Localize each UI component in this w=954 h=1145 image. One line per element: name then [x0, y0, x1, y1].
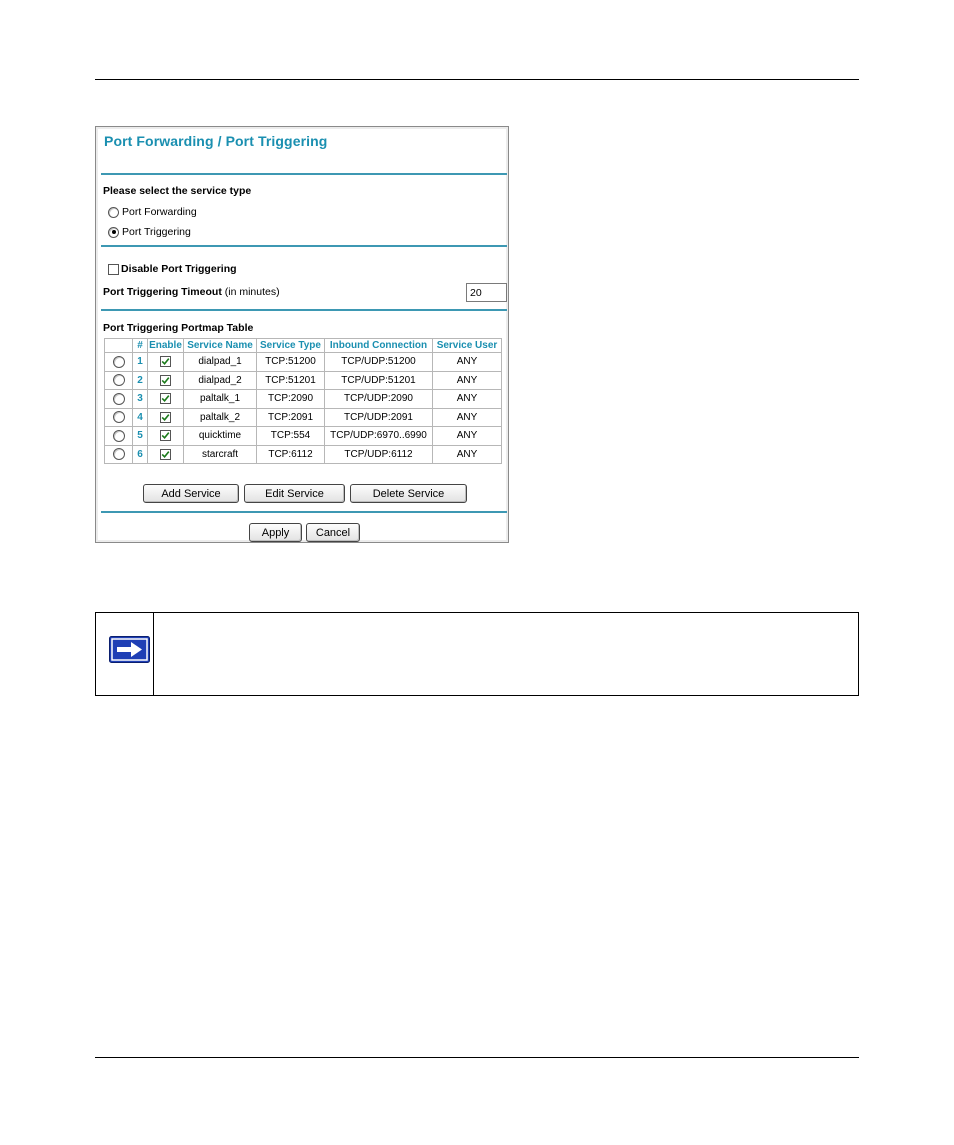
- row-radio-button[interactable]: [113, 393, 125, 405]
- enable-checkbox[interactable]: [160, 430, 171, 441]
- page-footer-rule: [95, 1057, 859, 1058]
- right-arrow-icon: [109, 636, 150, 668]
- checkmark-icon: [161, 413, 170, 422]
- row-service-name: dialpad_1: [184, 353, 257, 372]
- timeout-unit: (in minutes): [224, 286, 280, 298]
- row-service-name: paltalk_1: [184, 390, 257, 409]
- checkmark-icon: [161, 357, 170, 366]
- enable-checkbox[interactable]: [160, 375, 171, 386]
- row-service-name: starcraft: [184, 445, 257, 464]
- row-service-type: TCP:51201: [257, 371, 325, 390]
- checkbox-label: Disable Port Triggering: [121, 263, 237, 275]
- row-service-type: TCP:51200: [257, 353, 325, 372]
- timeout-label: [103, 286, 280, 298]
- row-radio-button[interactable]: [113, 411, 125, 423]
- note-box: [95, 612, 859, 696]
- row-service-type: TCP:6112: [257, 445, 325, 464]
- checkmark-icon: [161, 376, 170, 385]
- table-row[interactable]: [105, 408, 502, 427]
- row-select-cell[interactable]: [105, 371, 133, 390]
- table-header-row: [105, 339, 502, 353]
- enable-checkbox[interactable]: [160, 449, 171, 460]
- row-enable-cell[interactable]: [148, 427, 184, 446]
- disable-port-triggering-checkbox[interactable]: [108, 263, 237, 275]
- row-service-type: TCP:554: [257, 427, 325, 446]
- add-service-button[interactable]: Add Service: [143, 484, 239, 503]
- row-select-cell[interactable]: [105, 427, 133, 446]
- row-inbound-connection: TCP/UDP:2090: [325, 390, 433, 409]
- col-number: #: [133, 339, 148, 353]
- row-number: 2: [133, 371, 148, 390]
- row-inbound-connection: TCP/UDP:51200: [325, 353, 433, 372]
- section-divider: [101, 511, 507, 513]
- row-service-name: dialpad_2: [184, 371, 257, 390]
- table-row[interactable]: [105, 353, 502, 372]
- enable-checkbox[interactable]: [160, 356, 171, 367]
- row-number: 3: [133, 390, 148, 409]
- radio-label: Port Triggering: [122, 226, 191, 238]
- row-radio-button[interactable]: [113, 430, 125, 442]
- checkmark-icon: [161, 450, 170, 459]
- checkmark-icon: [161, 431, 170, 440]
- row-select-cell[interactable]: [105, 353, 133, 372]
- row-service-user: ANY: [433, 390, 502, 409]
- row-inbound-connection: TCP/UDP:51201: [325, 371, 433, 390]
- checkbox[interactable]: [108, 264, 119, 275]
- radio-port-forwarding[interactable]: [108, 206, 197, 218]
- enable-checkbox[interactable]: [160, 412, 171, 423]
- row-service-type: TCP:2090: [257, 390, 325, 409]
- row-enable-cell[interactable]: [148, 390, 184, 409]
- row-service-type: TCP:2091: [257, 408, 325, 427]
- row-enable-cell[interactable]: [148, 408, 184, 427]
- table-row[interactable]: [105, 371, 502, 390]
- row-service-user: ANY: [433, 371, 502, 390]
- radio-button-selected[interactable]: [108, 227, 119, 238]
- col-select: [105, 339, 133, 353]
- section-divider: [101, 173, 507, 175]
- row-service-user: ANY: [433, 427, 502, 446]
- col-service-type: Service Type: [257, 339, 325, 353]
- row-radio-button[interactable]: [113, 374, 125, 386]
- portmap-table: [104, 338, 502, 464]
- row-number: 4: [133, 408, 148, 427]
- panel-title: Port Forwarding / Port Triggering: [104, 133, 328, 149]
- col-service-user: Service User: [433, 339, 502, 353]
- row-number: 1: [133, 353, 148, 372]
- enable-checkbox[interactable]: [160, 393, 171, 404]
- section-divider: [101, 309, 507, 311]
- table-row[interactable]: [105, 390, 502, 409]
- port-triggering-panel: [95, 126, 509, 543]
- portmap-table-title: Port Triggering Portmap Table: [103, 322, 254, 334]
- row-number: 5: [133, 427, 148, 446]
- table-row[interactable]: [105, 445, 502, 464]
- service-type-label: Please select the service type: [103, 185, 252, 197]
- apply-button[interactable]: Apply: [249, 523, 302, 542]
- radio-port-triggering[interactable]: [108, 226, 191, 238]
- edit-service-button[interactable]: Edit Service: [244, 484, 345, 503]
- page-header-rule: [95, 79, 859, 80]
- checkmark-icon: [161, 394, 170, 403]
- col-enable: Enable: [149, 340, 182, 351]
- row-inbound-connection: TCP/UDP:2091: [325, 408, 433, 427]
- radio-button[interactable]: [108, 207, 119, 218]
- table-row[interactable]: [105, 427, 502, 446]
- row-service-user: ANY: [433, 408, 502, 427]
- row-service-name: paltalk_2: [184, 408, 257, 427]
- row-radio-button[interactable]: [113, 448, 125, 460]
- row-select-cell[interactable]: [105, 445, 133, 464]
- row-service-name: quicktime: [184, 427, 257, 446]
- row-select-cell[interactable]: [105, 408, 133, 427]
- col-service-name: Service Name: [184, 339, 257, 353]
- radio-label: Port Forwarding: [122, 206, 197, 218]
- row-service-user: ANY: [433, 445, 502, 464]
- row-service-user: ANY: [433, 353, 502, 372]
- row-number: 6: [133, 445, 148, 464]
- row-enable-cell[interactable]: [148, 353, 184, 372]
- delete-service-button[interactable]: Delete Service: [350, 484, 467, 503]
- note-divider: [153, 613, 154, 695]
- col-inbound-connection: Inbound Connection: [325, 339, 433, 353]
- timeout-input[interactable]: [466, 283, 507, 302]
- row-radio-button[interactable]: [113, 356, 125, 368]
- row-select-cell[interactable]: [105, 390, 133, 409]
- section-divider: [101, 245, 507, 247]
- row-enable-cell[interactable]: [148, 371, 184, 390]
- timeout-label-text: Port Triggering Timeout: [103, 286, 222, 298]
- row-inbound-connection: TCP/UDP:6112: [325, 445, 433, 464]
- cancel-button[interactable]: Cancel: [306, 523, 360, 542]
- row-inbound-connection: TCP/UDP:6970..6990: [325, 427, 433, 446]
- row-enable-cell[interactable]: [148, 445, 184, 464]
